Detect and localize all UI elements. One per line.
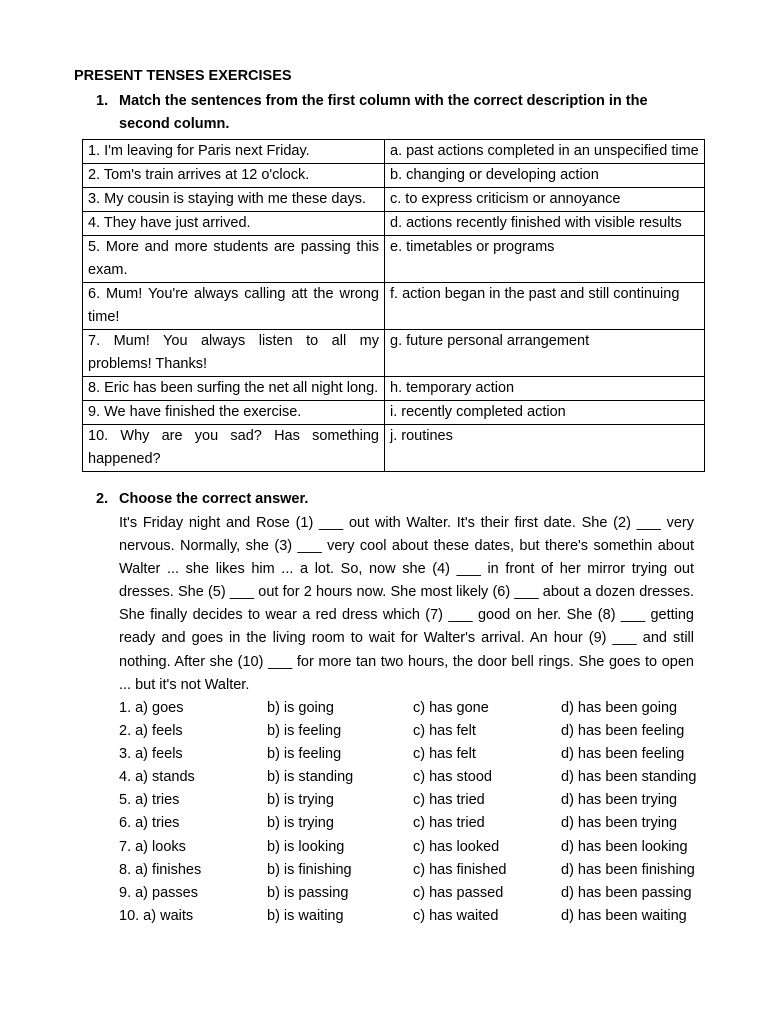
exercise-2-passage: It's Friday night and Rose (1) ___ out with Walter. It's their first date. She (2) ___ very nervous. Normally, she (3) ___ very cool about these dates, but there's somethin about Walter ... she likes him ... a lot. So, now she (4) ___ in front of her mirror trying out dresses. She (5) ___ out for 2 hours now. She most likely (6) ___ about a dozen dresses. She finally decides to wear a red dress which (7) ___ good on her. She (8) ___ getting ready and goes in the living room to wait for Walter's arrival. An hour (9) ___ and still nothing. After she (10) ___ for more tan two hours, the door bell rings. She goes to open ... but it's not Walter. (119, 515, 694, 693)
option-row (119, 905, 719, 928)
sentence-cell: 7. Mum! You always listen to all my problems! Thanks! (83, 330, 385, 377)
exercise-1-heading (96, 90, 700, 136)
option-c: c) has looked (413, 838, 500, 855)
option-c: c) has stood (413, 769, 492, 786)
sentence-cell: 8. Eric has been surfing the net all night long. (83, 377, 385, 401)
table-row (83, 140, 705, 164)
option-row (119, 859, 719, 882)
sentence-cell: 4. They have just arrived. (83, 212, 385, 236)
exercise-2-number: 2. (96, 491, 109, 507)
option-a: 1. a) goes (119, 700, 184, 716)
option-row (119, 812, 719, 835)
description-cell: d. actions recently finished with visible results (385, 212, 705, 236)
option-c: c) has tried (413, 815, 485, 832)
option-d: d) has been waiting (561, 907, 687, 924)
option-a: 7. a) looks (119, 838, 186, 855)
table-row (83, 401, 705, 425)
option-a: 6. a) tries (119, 815, 180, 832)
option-b: b) is going (267, 700, 334, 716)
option-d: d) has been finishing (561, 861, 695, 878)
description-cell: e. timetables or programs (385, 236, 705, 283)
option-b: b) is passing (267, 884, 349, 901)
matching-table (82, 139, 705, 472)
exercise-1-number: 1. (96, 93, 109, 109)
description-cell: i. recently completed action (385, 401, 705, 425)
description-cell: h. temporary action (385, 377, 705, 401)
table-row (83, 425, 705, 472)
option-row (119, 882, 719, 905)
table-row (83, 188, 705, 212)
table-row (83, 283, 705, 330)
sentence-cell: 2. Tom's train arrives at 12 o'clock. (83, 164, 385, 188)
description-cell: a. past actions completed in an unspecified time (385, 140, 705, 164)
table-row (83, 377, 705, 401)
description-cell: f. action began in the past and still continuing (385, 283, 705, 330)
sentence-cell: 5. More and more students are passing this exam. (83, 236, 385, 283)
option-row (119, 836, 719, 859)
sentence-cell: 1. I'm leaving for Paris next Friday. (83, 140, 385, 164)
option-row (119, 766, 719, 789)
option-b: b) is looking (267, 838, 345, 855)
option-b: b) is feeling (267, 723, 342, 740)
exercise-2-heading (96, 488, 700, 511)
exercise-2-instruction: Choose the correct answer. (119, 491, 309, 507)
option-d: d) has been looking (561, 838, 688, 855)
option-c: c) has felt (413, 746, 476, 763)
option-c: c) has gone (413, 700, 489, 716)
option-b: b) is trying (267, 792, 334, 809)
option-a: 2. a) feels (119, 723, 183, 740)
option-row (119, 720, 719, 743)
option-b: b) is feeling (267, 746, 342, 763)
option-a: 4. a) stands (119, 769, 195, 786)
option-b: b) is finishing (267, 861, 352, 878)
table-row (83, 236, 705, 283)
option-d: d) has been passing (561, 884, 692, 901)
option-a: 9. a) passes (119, 884, 198, 901)
option-b: b) is waiting (267, 907, 344, 924)
table-row (83, 164, 705, 188)
option-row (119, 697, 719, 720)
option-a: 10. a) waits (119, 907, 194, 924)
option-b: b) is standing (267, 769, 354, 786)
option-d: d) has been going (561, 700, 678, 716)
option-d: d) has been feeling (561, 746, 685, 763)
option-d: d) has been standing (561, 769, 697, 786)
option-c: c) has tried (413, 792, 485, 809)
description-cell: j. routines (385, 425, 705, 472)
option-a: 5. a) tries (119, 792, 180, 809)
description-cell: g. future personal arrangement (385, 330, 705, 377)
exercise-1-instruction: Match the sentences from the first column with the correct description in the second column. (119, 93, 648, 132)
sentence-cell: 9. We have finished the exercise. (83, 401, 385, 425)
option-d: d) has been trying (561, 815, 678, 832)
sentence-cell: 3. My cousin is staying with me these days. (83, 188, 385, 212)
option-a: 8. a) finishes (119, 861, 202, 878)
option-row (119, 743, 719, 766)
option-d: d) has been trying (561, 792, 678, 809)
sentence-cell: 10. Why are you sad? Has something happened? (83, 425, 385, 472)
page-title: PRESENT TENSES EXERCISES (74, 68, 292, 84)
description-cell: b. changing or developing action (385, 164, 705, 188)
option-d: d) has been feeling (561, 723, 685, 740)
option-row (119, 789, 719, 812)
option-a: 3. a) feels (119, 746, 183, 763)
table-row (83, 330, 705, 377)
sentence-cell: 6. Mum! You're always calling att the wrong time! (83, 283, 385, 330)
option-c: c) has passed (413, 884, 504, 901)
option-c: c) has finished (413, 861, 507, 878)
answer-options (119, 697, 719, 928)
option-c: c) has waited (413, 907, 499, 924)
option-c: c) has felt (413, 723, 476, 740)
option-b: b) is trying (267, 815, 334, 832)
table-row (83, 212, 705, 236)
description-cell: c. to express criticism or annoyance (385, 188, 705, 212)
